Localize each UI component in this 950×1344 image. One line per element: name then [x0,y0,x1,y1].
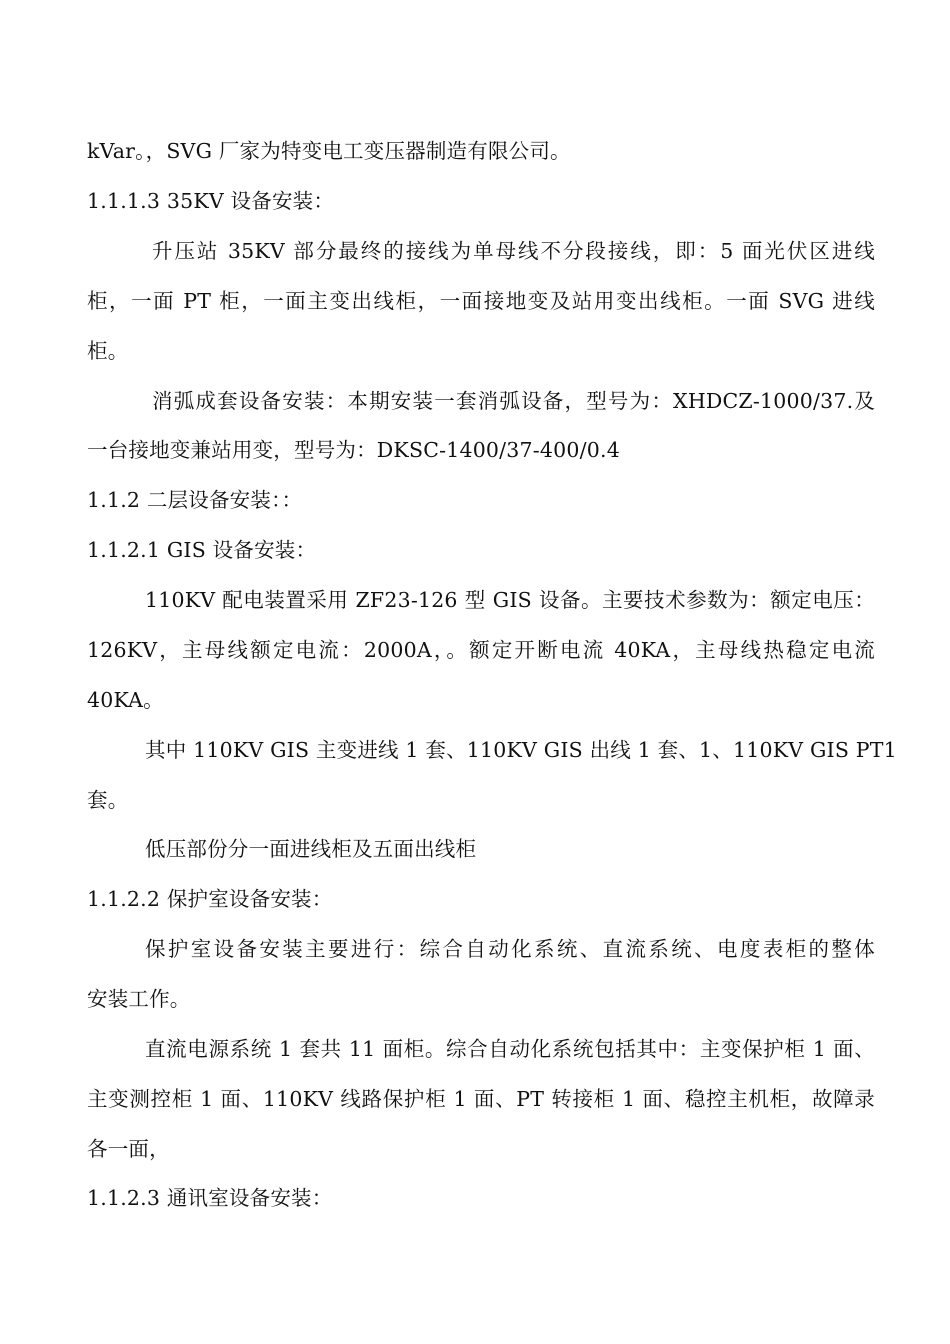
paragraph-line: 套。 [87,788,129,812]
section-heading: 1.1.2 二层设备安装：： [87,488,303,512]
paragraph-line: 直流电源系统 1 套共 11 面柜。综合自动化系统包括其中：主变保护柜 1 面、 [145,1037,875,1061]
paragraph-line: 一台接地变兼站用变，型号为：DKSC-1400/37-400/0.4 [87,438,620,462]
paragraph-line: 其中 110KV GIS 主变进线 1 套、110KV GIS 出线 1 套、1、110KV GIS PT1 [145,738,897,762]
section-heading: 1.1.2.2 保护室设备安装： [87,887,333,911]
section-heading: 1.1.2.1 GIS 设备安装： [87,538,317,562]
paragraph-line: 126KV，主母线额定电流：2000A，。额定开断电流 40KA，主母线热稳定电流 [87,638,875,662]
paragraph-line: kVar。，SVG 厂家为特变电工变压器制造有限公司。 [87,139,571,163]
paragraph-line: 各一面， [87,1137,170,1161]
paragraph-line: 柜。 [87,339,129,363]
paragraph-line: 消弧成套设备安装：本期安装一套消弧设备，型号为：XHDCZ-1000/37.及 [152,389,875,413]
paragraph-line: 安装工作。 [87,987,191,1011]
section-heading: 1.1.1.3 35KV 设备安装： [87,189,335,213]
paragraph-line: 主变测控柜 1 面、110KV 线路保护柜 1 面、PT 转接柜 1 面、稳控主机柜，故障录 [87,1087,875,1111]
paragraph-line: 保护室设备安装主要进行：综合自动化系统、直流系统、电度表柜的整体 [145,937,875,961]
section-heading: 1.1.2.3 通讯室设备安装： [87,1186,333,1210]
paragraph-line: 110KV 配电装置采用 ZF23-126 型 GIS 设备。主要技术参数为：额定电压： [145,588,875,612]
paragraph-line: 升压站 35KV 部分最终的接线为单母线不分段接线，即：5 面光伏区进线 [152,239,875,263]
paragraph-line: 40KA。 [87,688,164,712]
paragraph-line: 柜，一面 PT 柜，一面主变出线柜，一面接地变及站用变出线柜。一面 SVG 进线 [87,289,875,313]
paragraph-line: 低压部份分一面进线柜及五面出线柜 [145,837,477,861]
